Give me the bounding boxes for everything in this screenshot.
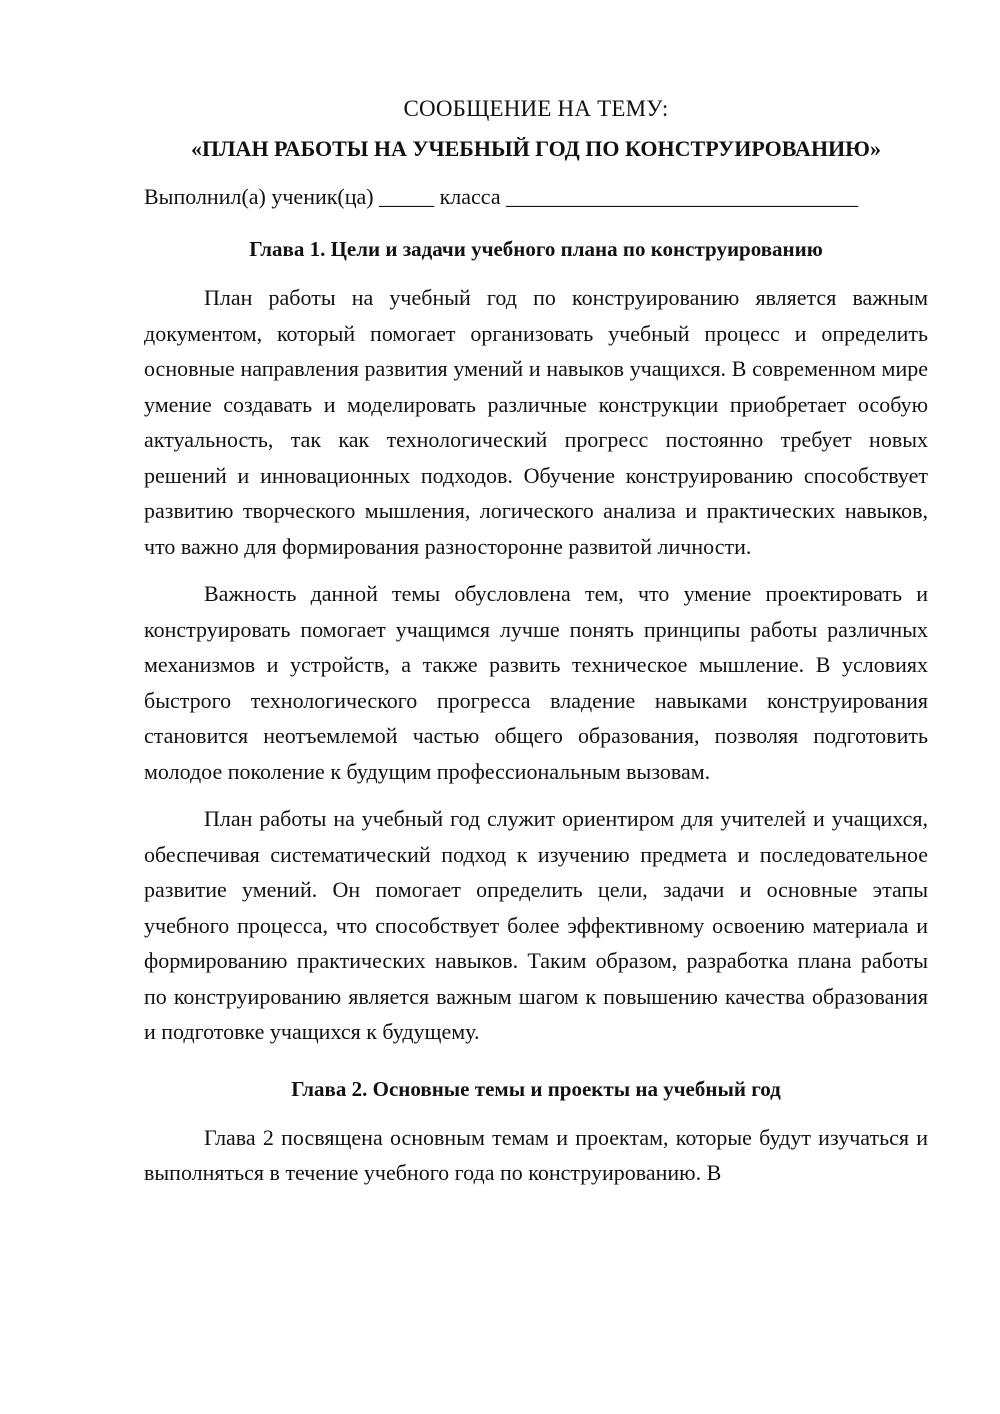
chapter-2 (144, 1072, 928, 1191)
chapter-1 (144, 232, 928, 1050)
paragraph: Важность данной темы обусловлена тем, что умение проектировать и конструировать помогает учащимся лучше понять принципы работы различных механизмов и устройств, а также развить техническое мышление. В условиях быстрого технологического прогресса владение навыками конструирования становится неотъемлемой частью общего образования, позволяя подготовить молодое поколение к будущим профессиональным вызовам. (144, 581, 928, 784)
paragraph: Глава 2 посвящена основным темам и проектам, которые будут изучаться и выполняться в течение учебного года по конструированию. В (144, 1124, 928, 1185)
document-body (144, 92, 928, 1203)
document-subtitle: «ПЛАН РАБОТЫ НА УЧЕБНЫЙ ГОД ПО КОНСТРУИРОВАНИЮ» (191, 136, 881, 161)
document-title: СООБЩЕНИЕ НА ТЕМУ: (403, 96, 669, 121)
signature-line: Выполнил(а) ученик(ца) _____ класса ________________________________ (144, 184, 859, 209)
paragraph: План работы на учебный год по конструированию является важным документом, который помогает организовать учебный процесс и определить основные направления развития умений и навыков учащихся. В современном мире умение создавать и моделировать различные конструкции приобретает особую актуальность, так как технологический прогресс постоянно требует новых решений и инновационных подходов. Обучение конструированию способствует развитию творческого мышления, логического анализа и практических навыков, что важно для формирования разносторонне развитой личности. (144, 285, 928, 559)
paragraph: План работы на учебный год служит ориентиром для учителей и учащихся, обеспечивая систематический подход к изучению предмета и последовательное развитие умений. Он помогает определить цели, задачи и основные этапы учебного процесса, что способствует более эффективному освоению материала и формированию практических навыков. Таким образом, разработка плана работы по конструированию является важным шагом к повышению качества образования и подготовке учащихся к будущему. (144, 806, 928, 1044)
chapter-heading: Глава 2. Основные темы и проекты на учебный год (291, 1076, 781, 1101)
chapter-heading: Глава 1. Цели и задачи учебного плана по конструированию (249, 237, 823, 261)
